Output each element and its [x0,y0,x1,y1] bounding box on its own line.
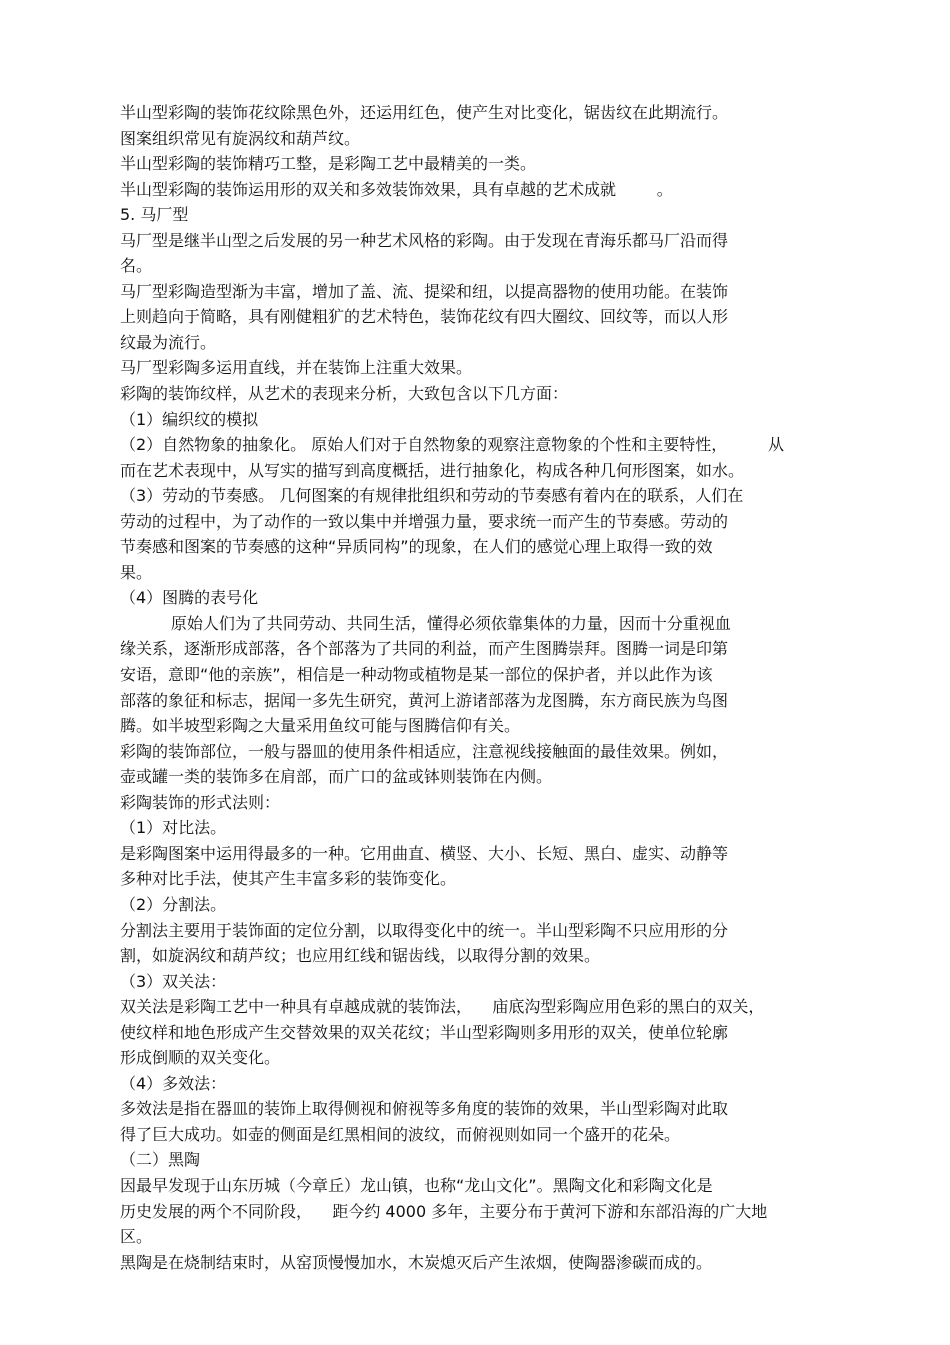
text-line: 多种对比手法，使其产生丰富多彩的装饰变化。 [120,869,457,889]
text-line: 腾。如半坡型彩陶之大量采用鱼纹可能与图腾信仰有关。 [120,716,521,736]
text-line: 果。 [120,562,153,582]
body-text [120,100,860,1275]
text-line: （3）劳动的节奏感。 几何图案的有规律批组织和劳动的节奏感有着内在的联系，人们在 [120,486,744,506]
text-line: 原始人们为了共同劳动、共同生活，懂得必须依靠集体的力量，因而十分重视血 [120,613,731,633]
text-line: 节奏感和图案的节奏感的这种“异质同构”的现象，在人们的感觉心理上取得一致的效 [120,537,713,557]
text-line: （3）双关法： [120,971,227,991]
text-line: 分割法主要用于装饰面的定位分割，以取得变化中的统一。半山型彩陶不只应用形的分 [120,920,729,940]
text-line: 半山型彩陶的装饰运用形的双关和多效装饰效果，具有卓越的艺术成就 。 [120,179,673,199]
text-line: 纹最为流行。 [120,332,217,352]
text-line: 因最早发现于山东历城（今章丘）龙山镇，也称“龙山文化”。黑陶文化和彩陶文化是 [120,1175,713,1195]
text-line: 劳动的过程中，为了动作的一致以集中并增强力量，要求统一而产生的节奏感。劳动的 [120,511,729,531]
text-line: 5. 马厂型 [120,205,189,225]
text-line: 马厂型彩陶多运用直线，并在装饰上注重大效果。 [120,358,473,378]
text-line: （二）黑陶 [120,1150,201,1170]
text-line: （4）多效法： [120,1073,227,1093]
text-line: 马厂型是继半山型之后发展的另一种艺术风格的彩陶。由于发现在青海乐都马厂沿而得 [120,230,729,250]
text-line: 上则趋向于简略，具有刚健粗犷的艺术特色，装饰花纹有四大圈纹、回纹等，而以人形 [120,307,729,327]
text-line: 缘关系，逐渐形成部落，各个部落为了共同的利益，而产生图腾崇拜。图腾一词是印第 [120,639,729,659]
text-line: （1）对比法。 [120,818,227,838]
text-line: （4）图腾的表号化 [120,588,259,608]
text-line: 区。 [120,1227,153,1247]
text-line: 名。 [120,256,153,276]
text-line: 部落的象征和标志，据闻一多先生研究，黄河上游诸部落为龙图腾，东方商民族为鸟图 [120,690,729,710]
text-line: （2）自然物象的抽象化。 原始人们对于自然物象的观察注意物象的个性和主要特性， 从 [120,435,784,455]
text-line: 历史发展的两个不同阶段， 距今约 4000 多年，主要分布于黄河下游和东部沿海的广大地 [120,1201,768,1221]
text-line: 是彩陶图案中运用得最多的一种。它用曲直、横竖、大小、长短、黑白、虚实、动静等 [120,843,729,863]
text-line: 彩陶的装饰纹样，从艺术的表现来分析，大致包含以下几方面： [120,384,569,404]
text-line: 多效法是指在器皿的装饰上取得侧视和俯视等多角度的装饰的效果，半山型彩陶对此取 [120,1099,729,1119]
text-line: 割，如旋涡纹和葫芦纹；也应用红线和锯齿线，以取得分割的效果。 [120,946,601,966]
text-line: 壶或罐一类的装饰多在肩部，而广口的盆或钵则装饰在内侧。 [120,767,553,787]
text-line: 安语，意即“他的亲族”，相信是一种动物或植物是某一部位的保护者，并以此作为该 [120,665,713,685]
text-line: 形成倒顺的双关变化。 [120,1048,281,1068]
text-line: （1）编织纹的模拟 [120,409,259,429]
text-line: 彩陶的装饰部位，一般与器皿的使用条件相适应，注意视线接触面的最佳效果。例如， [120,741,729,761]
text-line: 双关法是彩陶工艺中一种具有卓越成就的装饰法， 庙底沟型彩陶应用色彩的黑白的双关， [120,997,765,1017]
text-line: 彩陶装饰的形式法则： [120,792,281,812]
text-line: 图案组织常见有旋涡纹和葫芦纹。 [120,128,361,148]
text-line: 半山型彩陶的装饰精巧工整，是彩陶工艺中最精美的一类。 [120,154,537,174]
text-line: 使纹样和地色形成产生交替效果的双关花纹；半山型彩陶则多用形的双关，使单位轮廓 [120,1022,729,1042]
text-line: （2）分割法。 [120,894,227,914]
text-line: 半山型彩陶的装饰花纹除黑色外，还运用红色，使产生对比变化，锯齿纹在此期流行。 [120,103,729,122]
text-line: 得了巨大成功。如壶的侧面是红黑相间的波纹，而俯视则如同一个盛开的花朵。 [120,1124,681,1144]
text-line: 而在艺术表现中，从写实的描写到高度概括，进行抽象化，构成各种几何形图案，如水。 [120,460,745,480]
text-line: 黑陶是在烧制结束时，从窑顶慢慢加水，木炭熄灭后产生浓烟，使陶器渗碳而成的。 [120,1252,713,1272]
text-line: 马厂型彩陶造型渐为丰富，增加了盖、流、提梁和纽，以提高器物的使用功能。在装饰 [120,281,729,301]
